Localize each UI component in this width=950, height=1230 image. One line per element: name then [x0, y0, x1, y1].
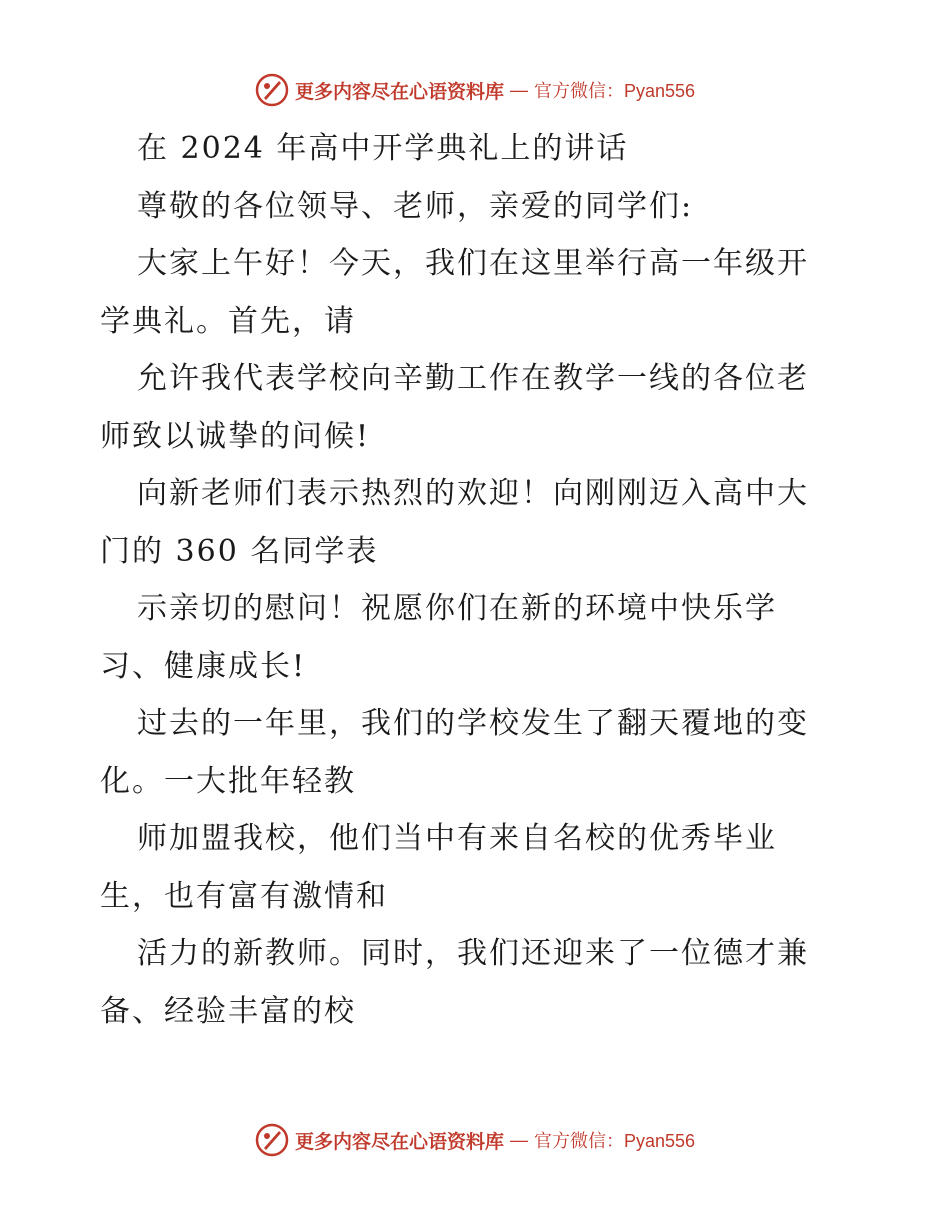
watermark-dash: — — [509, 79, 528, 100]
text-line: 向新老师们表示热烈的欢迎！向刚刚迈入高中大 — [137, 476, 809, 511]
document-body — [100, 120, 860, 1040]
text-line: 门的 360 名同学表 — [100, 533, 379, 569]
watermark-dash: — — [509, 1129, 528, 1150]
text-line: 习、健康成长! — [100, 648, 307, 684]
watermark-contact: 官方微信：Pyan556 — [533, 81, 696, 101]
text-line: 生，也有富有激情和 — [100, 878, 388, 914]
quill-logo-icon — [255, 1123, 289, 1157]
header-watermark — [0, 70, 950, 110]
watermark-contact: 官方微信：Pyan556 — [533, 1131, 696, 1151]
text-line: 尊敬的各位领导、老师，亲爱的同学们: — [137, 188, 694, 224]
text-line: 允许我代表学校向辛勤工作在教学一线的各位老 — [137, 361, 809, 396]
footer-watermark — [0, 1120, 950, 1160]
text-line: 学典礼。首先，请 — [100, 303, 356, 339]
text-line: 备、经验丰富的校 — [100, 993, 356, 1029]
text-line: 化。一大批年轻教 — [100, 763, 356, 799]
text-line: 过去的一年里，我们的学校发生了翻天覆地的变 — [137, 706, 809, 741]
watermark-brand: 更多内容尽在心语资料库 — [294, 1130, 504, 1153]
text-line: 示亲切的慰问！祝愿你们在新的环境中快乐学 — [137, 591, 777, 626]
text-line: 活力的新教师。同时，我们还迎来了一位德才兼 — [137, 936, 809, 971]
text-line: 师加盟我校，他们当中有来自名校的优秀毕业 — [137, 821, 777, 856]
text-line: 大家上午好！今天，我们在这里举行高一年级开 — [137, 246, 809, 281]
text-line: 在 2024 年高中开学典礼上的讲话 — [137, 131, 629, 166]
text-line: 师致以诚挚的问候! — [100, 418, 371, 454]
quill-logo-icon — [255, 73, 289, 107]
watermark-brand: 更多内容尽在心语资料库 — [294, 80, 504, 103]
